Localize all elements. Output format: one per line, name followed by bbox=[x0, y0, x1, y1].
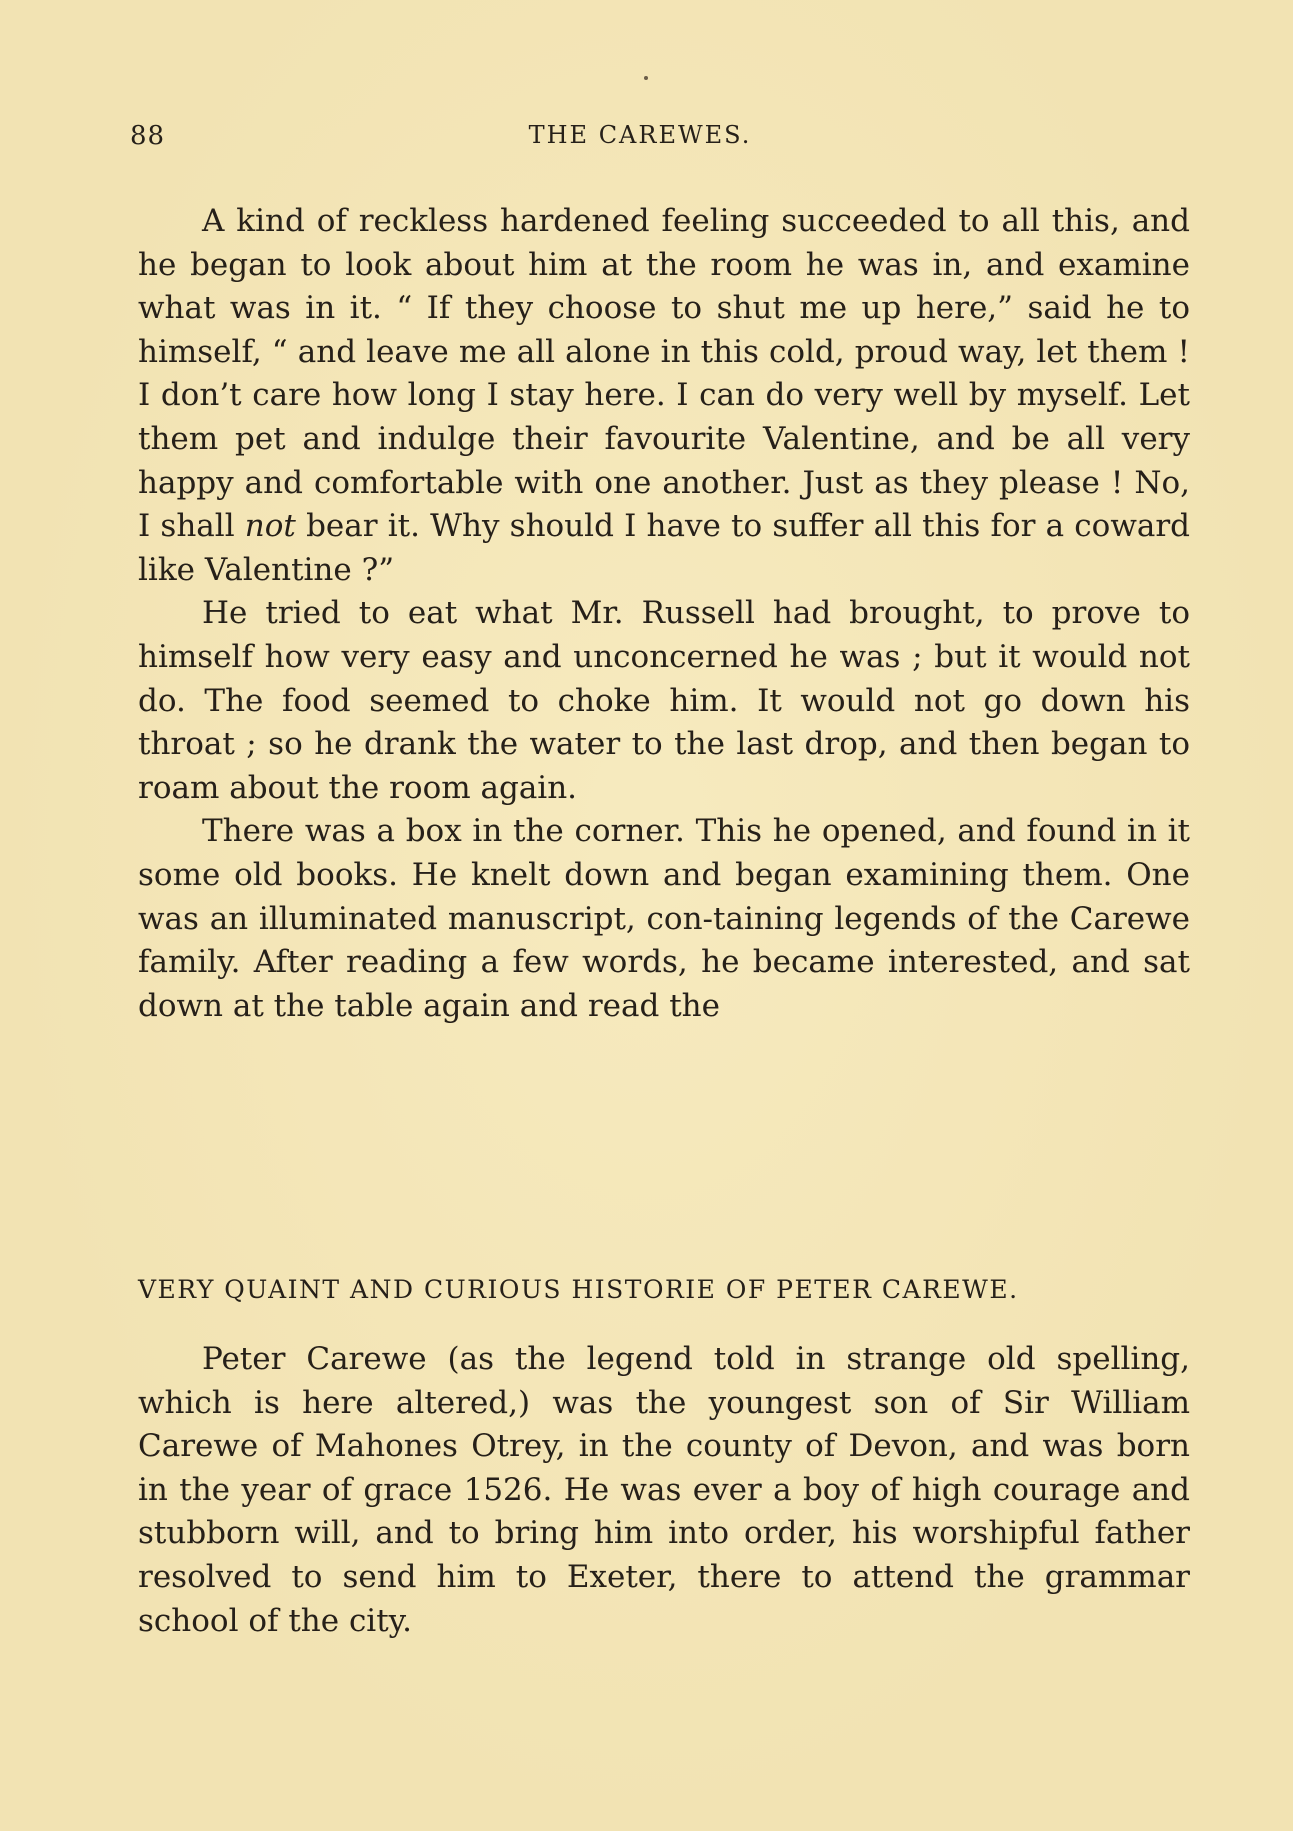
paragraph: Peter Carewe (as the legend told in strange old spelling, which is here altered,) was the youngest son of Sir William Carewe of Mahones Otrey, in the county of Devon, and was born in the year of grace 1526. He was ever a boy of high courage and stubborn will, and to bring him into order, his worshipful father resolved to send him to Exeter, there to attend the grammar school of the city. bbox=[138, 1341, 1190, 1639]
section-heading: VERY QUAINT AND CURIOUS HISTORIE OF PETER CAREWE. bbox=[138, 1275, 1019, 1304]
running-head bbox=[130, 121, 1190, 155]
paragraph: There was a box in the corner. This he opened, and found in it some old books. He knelt down and began examining them. One was an illuminated manuscript, con-taining legends of the Carewe family. After reading a few words, he became interested, and sat down at the table again and read the bbox=[138, 813, 1190, 1024]
running-title: THE CAREWES. bbox=[528, 121, 752, 149]
paragraph-text: bear it. Why should I have to suffer all this for a coward like Valentine ?” bbox=[138, 508, 1191, 588]
paragraph bbox=[138, 200, 1190, 592]
paragraph-text: A kind of reckless hardened feeling succeeded to all this, and he began to look about him at the room he was in, and examine what was in it. “ If they choose to shut me up here,” said he to himself, “ and leave me all alone in this cold, proud way, let them ! I don’t care how long I stay here. I can do very well by myself. Let them pet and indulge their favourite Valentine, and be all very happy and comfortable with one another. Just as they please ! No, I shall bbox=[138, 203, 1190, 545]
ink-speck bbox=[644, 76, 648, 80]
body-text-before-heading bbox=[138, 200, 1190, 1028]
body-text-after-heading bbox=[138, 1338, 1190, 1643]
emphasized-word: not bbox=[244, 508, 296, 545]
paragraph: He tried to eat what Mr. Russell had brought, to prove to himself how very easy and unconcerned he was ; but it would not do. The food seemed to choke him. It would not go down his throat ; so he drank the water to the last drop, and then began to roam about the room again. bbox=[138, 595, 1190, 806]
page-number: 88 bbox=[130, 121, 166, 151]
